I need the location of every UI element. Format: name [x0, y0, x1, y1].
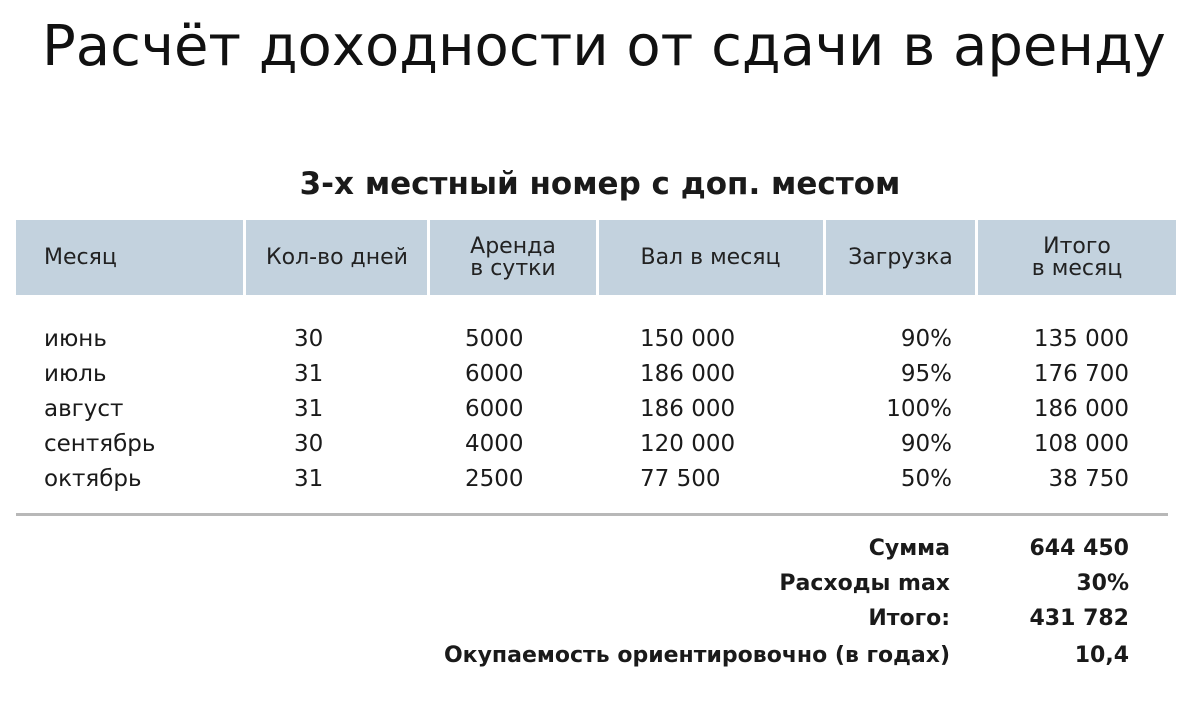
summary-value-expenses: 30% — [1076, 571, 1129, 596]
cell-total: 135 000 — [1033, 326, 1129, 352]
cell-gross: 186 000 — [640, 361, 736, 387]
summary-value-total: 431 782 — [1029, 606, 1129, 631]
summary-label-sum: Сумма — [868, 536, 950, 561]
header-total — [978, 220, 1176, 295]
cell-month: июль — [44, 361, 107, 387]
cell-load: 100% — [886, 396, 952, 422]
cell-gross: 186 000 — [640, 396, 736, 422]
cell-total: 186 000 — [1033, 396, 1129, 422]
summary-label-expenses: Расходы max — [779, 571, 950, 596]
header-month: Месяц — [44, 244, 117, 270]
summary-label-payback: Окупаемость ориентировочно (в годах) — [443, 643, 950, 668]
cell-days: 31 — [294, 361, 324, 387]
cell-rent: 6000 — [465, 361, 524, 387]
cell-gross: 150 000 — [640, 326, 736, 352]
cell-month: июнь — [44, 326, 107, 352]
cell-gross: 77 500 — [640, 466, 721, 492]
cell-rent: 2500 — [465, 466, 524, 492]
summary-divider — [16, 513, 1168, 516]
cell-month: август — [44, 396, 124, 422]
cell-load: 90% — [900, 431, 952, 457]
cell-days: 31 — [294, 396, 324, 422]
header-days: Кол-во дней — [266, 244, 408, 270]
cell-rent: 4000 — [465, 431, 524, 457]
cell-rent: 6000 — [465, 396, 524, 422]
cell-days: 30 — [294, 326, 324, 352]
summary-value-payback: 10,4 — [1074, 643, 1129, 668]
summary-label-total: Итого: — [868, 606, 950, 631]
cell-days: 30 — [294, 431, 324, 457]
cell-rent: 5000 — [465, 326, 524, 352]
cell-load: 95% — [900, 361, 952, 387]
cell-total: 38 750 — [1048, 466, 1129, 492]
table-subtitle: 3-х местный номер с доп. местом — [299, 166, 901, 202]
page-title: Расчёт доходности от сдачи в аренду — [42, 14, 1166, 79]
summary-value-sum: 644 450 — [1029, 536, 1129, 561]
cell-load: 50% — [900, 466, 952, 492]
cell-month: сентябрь — [44, 431, 156, 457]
cell-total: 108 000 — [1033, 431, 1129, 457]
header-total-line2: в месяц — [1031, 255, 1123, 281]
header-rent-line1: Аренда — [470, 233, 556, 259]
header-load: Загрузка — [848, 244, 953, 270]
cell-total: 176 700 — [1033, 361, 1129, 387]
header-total-line1: Итого — [1043, 233, 1111, 259]
cell-gross: 120 000 — [640, 431, 736, 457]
header-rent-line2: в сутки — [470, 255, 556, 281]
header-gross: Вал в месяц — [640, 244, 781, 270]
table-header — [16, 220, 1176, 295]
cell-month: октябрь — [44, 466, 142, 492]
header-rent — [430, 220, 596, 295]
cell-days: 31 — [294, 466, 324, 492]
cell-load: 90% — [900, 326, 952, 352]
